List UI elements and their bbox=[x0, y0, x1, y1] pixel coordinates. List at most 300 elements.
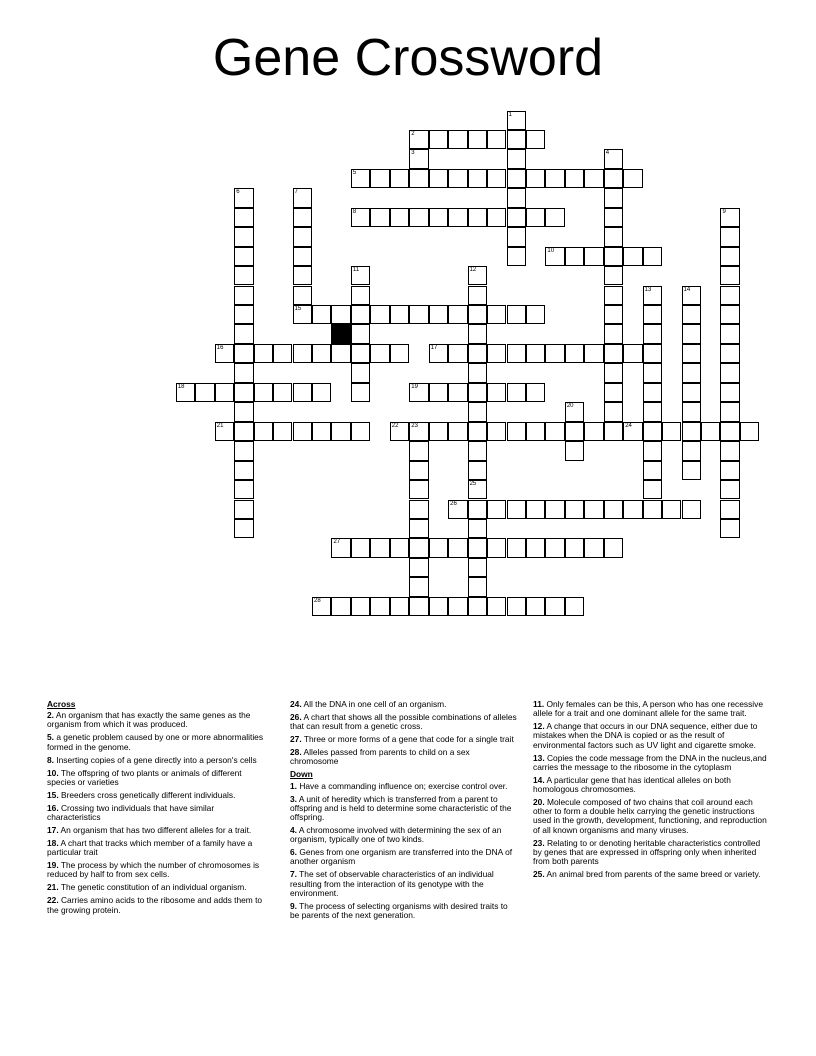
grid-cell[interactable] bbox=[682, 500, 701, 519]
grid-cell[interactable] bbox=[526, 169, 545, 188]
cell-number: 5 bbox=[352, 169, 357, 176]
grid-cell[interactable] bbox=[720, 208, 739, 227]
grid-cell[interactable] bbox=[720, 500, 739, 519]
grid-cell[interactable] bbox=[584, 500, 603, 519]
grid-cell[interactable] bbox=[429, 538, 448, 557]
grid-cell[interactable] bbox=[643, 383, 662, 402]
grid-cell[interactable] bbox=[468, 208, 487, 227]
grid-cell[interactable] bbox=[584, 247, 603, 266]
grid-cell[interactable] bbox=[390, 538, 409, 557]
grid-cell[interactable] bbox=[643, 363, 662, 382]
grid-cell[interactable] bbox=[507, 188, 526, 207]
grid-cell[interactable] bbox=[429, 208, 448, 227]
grid-cell[interactable] bbox=[507, 227, 526, 246]
grid-cell[interactable] bbox=[604, 305, 623, 324]
grid-cell[interactable] bbox=[390, 169, 409, 188]
grid-cell[interactable] bbox=[234, 286, 253, 305]
grid-cell[interactable] bbox=[409, 383, 428, 402]
grid-cell[interactable] bbox=[293, 266, 312, 285]
grid-cell[interactable] bbox=[409, 130, 428, 149]
grid-cell[interactable] bbox=[429, 597, 448, 616]
clue-across-28: 28. Alleles passed from parents to child on a sex chromosome bbox=[290, 747, 470, 767]
grid-cell[interactable] bbox=[293, 422, 312, 441]
grid-cell[interactable] bbox=[468, 480, 487, 499]
grid-cell[interactable] bbox=[468, 461, 487, 480]
grid-cell[interactable] bbox=[468, 441, 487, 460]
grid-cell[interactable] bbox=[468, 577, 487, 596]
grid-cell[interactable] bbox=[487, 383, 506, 402]
grid-cell[interactable] bbox=[273, 344, 292, 363]
grid-cell[interactable] bbox=[545, 247, 564, 266]
grid-cell[interactable] bbox=[448, 383, 467, 402]
grid-cell[interactable] bbox=[604, 169, 623, 188]
grid-cell[interactable] bbox=[662, 500, 681, 519]
cell-number: 18 bbox=[177, 383, 185, 390]
grid-cell[interactable] bbox=[720, 286, 739, 305]
grid-cell[interactable] bbox=[273, 422, 292, 441]
grid-cell[interactable] bbox=[448, 597, 467, 616]
grid-cell[interactable] bbox=[468, 597, 487, 616]
grid-cell[interactable] bbox=[507, 344, 526, 363]
grid-cell[interactable] bbox=[526, 500, 545, 519]
grid-cell[interactable] bbox=[351, 169, 370, 188]
grid-cell[interactable] bbox=[604, 363, 623, 382]
grid-cell[interactable] bbox=[448, 305, 467, 324]
clue-down-9: 9. The process of selecting organisms with desired traits to be parents of the next generation. bbox=[290, 900, 508, 921]
grid-cell[interactable] bbox=[409, 558, 428, 577]
grid-cell[interactable] bbox=[584, 344, 603, 363]
grid-cell[interactable] bbox=[604, 500, 623, 519]
grid-cell[interactable] bbox=[623, 247, 642, 266]
grid-cell[interactable] bbox=[234, 402, 253, 421]
grid-cell[interactable] bbox=[273, 383, 292, 402]
grid-cell[interactable] bbox=[604, 324, 623, 343]
grid-cell[interactable] bbox=[468, 538, 487, 557]
grid-cell[interactable] bbox=[565, 500, 584, 519]
grid-cell[interactable] bbox=[468, 169, 487, 188]
grid-cell[interactable] bbox=[234, 383, 253, 402]
grid-cell[interactable] bbox=[370, 597, 389, 616]
grid-cell[interactable] bbox=[234, 227, 253, 246]
grid-cell[interactable] bbox=[507, 422, 526, 441]
grid-cell[interactable] bbox=[234, 422, 253, 441]
grid-cell[interactable] bbox=[448, 169, 467, 188]
grid-cell[interactable] bbox=[312, 383, 331, 402]
grid-cell[interactable] bbox=[526, 597, 545, 616]
grid-cell[interactable] bbox=[720, 441, 739, 460]
grid-cell[interactable] bbox=[429, 383, 448, 402]
grid-cell[interactable] bbox=[370, 169, 389, 188]
grid-cell[interactable] bbox=[234, 519, 253, 538]
grid-cell[interactable] bbox=[487, 500, 506, 519]
grid-cell[interactable] bbox=[604, 286, 623, 305]
cell-number: 19 bbox=[411, 383, 418, 390]
grid-cell[interactable] bbox=[351, 538, 370, 557]
grid-cell[interactable] bbox=[662, 422, 681, 441]
grid-cell[interactable] bbox=[390, 305, 409, 324]
grid-cell[interactable] bbox=[409, 597, 428, 616]
grid-cell[interactable] bbox=[351, 286, 370, 305]
grid-cell[interactable] bbox=[720, 305, 739, 324]
grid-cell[interactable] bbox=[409, 422, 428, 441]
grid-cell[interactable] bbox=[507, 208, 526, 227]
grid-cell[interactable] bbox=[215, 422, 234, 441]
grid-cell[interactable] bbox=[526, 208, 545, 227]
clue-across-16: 16. Crossing two individuals that have similar characteristics bbox=[47, 802, 215, 823]
grid-cell[interactable] bbox=[195, 383, 214, 402]
black-cell bbox=[331, 324, 350, 343]
grid-cell[interactable] bbox=[234, 247, 253, 266]
clue-across-18: 18. A chart that tracks which member of a family have a particular trait bbox=[47, 838, 253, 858]
grid-cell[interactable] bbox=[604, 344, 623, 363]
grid-cell[interactable] bbox=[468, 422, 487, 441]
cell-number: 4 bbox=[605, 150, 610, 157]
grid-cell[interactable] bbox=[429, 422, 448, 441]
grid-cell[interactable] bbox=[390, 597, 409, 616]
grid-cell[interactable] bbox=[565, 597, 584, 616]
grid-cell[interactable] bbox=[643, 461, 662, 480]
grid-cell[interactable] bbox=[234, 500, 253, 519]
grid-cell[interactable] bbox=[468, 500, 487, 519]
clue-across-15: 15. Breeders cross genetically different individuals. bbox=[47, 789, 236, 800]
grid-cell[interactable] bbox=[584, 422, 603, 441]
grid-cell[interactable] bbox=[565, 344, 584, 363]
grid-cell[interactable] bbox=[682, 286, 701, 305]
grid-cell[interactable] bbox=[312, 422, 331, 441]
grid-cell[interactable] bbox=[409, 519, 428, 538]
grid-cell[interactable] bbox=[623, 500, 642, 519]
clue-across-21: 21. The genetic constitution of an individual organism. bbox=[47, 882, 247, 893]
grid-cell[interactable] bbox=[390, 344, 409, 363]
grid-cell[interactable] bbox=[604, 227, 623, 246]
grid-cell[interactable] bbox=[370, 305, 389, 324]
grid-cell[interactable] bbox=[429, 169, 448, 188]
cell-number: 11 bbox=[352, 267, 360, 274]
cell-number: 10 bbox=[547, 247, 555, 254]
grid-cell[interactable] bbox=[215, 383, 234, 402]
grid-cell[interactable] bbox=[351, 597, 370, 616]
grid-cell[interactable] bbox=[331, 597, 350, 616]
grid-cell[interactable] bbox=[351, 363, 370, 382]
clue-across-22: 22. Carries amino acids to the ribosome and adds them to the growing protein. bbox=[47, 895, 263, 915]
grid-cell[interactable] bbox=[293, 188, 312, 207]
grid-cell[interactable] bbox=[429, 344, 448, 363]
cell-number: 20 bbox=[566, 403, 574, 410]
grid-cell[interactable] bbox=[176, 383, 195, 402]
grid-cell[interactable] bbox=[720, 480, 739, 499]
grid-cell[interactable] bbox=[234, 305, 253, 324]
grid-cell[interactable] bbox=[643, 422, 662, 441]
grid-cell[interactable] bbox=[720, 363, 739, 382]
grid-cell[interactable] bbox=[409, 305, 428, 324]
grid-cell[interactable] bbox=[623, 422, 642, 441]
grid-cell[interactable] bbox=[234, 461, 253, 480]
grid-cell[interactable] bbox=[507, 149, 526, 168]
grid-cell[interactable] bbox=[682, 324, 701, 343]
grid-cell[interactable] bbox=[331, 538, 350, 557]
grid-cell[interactable] bbox=[507, 597, 526, 616]
grid-cell[interactable] bbox=[293, 208, 312, 227]
grid-cell[interactable] bbox=[468, 266, 487, 285]
grid-cell[interactable] bbox=[487, 538, 506, 557]
grid-cell[interactable] bbox=[507, 111, 526, 130]
grid-cell[interactable] bbox=[545, 169, 564, 188]
grid-cell[interactable] bbox=[720, 266, 739, 285]
grid-cell[interactable] bbox=[604, 538, 623, 557]
grid-cell[interactable] bbox=[604, 208, 623, 227]
grid-cell[interactable] bbox=[409, 500, 428, 519]
grid-cell[interactable] bbox=[682, 344, 701, 363]
grid-cell[interactable] bbox=[409, 149, 428, 168]
grid-cell[interactable] bbox=[468, 558, 487, 577]
grid-cell[interactable] bbox=[604, 149, 623, 168]
page-title: Gene Crossword bbox=[212, 29, 604, 87]
grid-cell[interactable] bbox=[351, 266, 370, 285]
grid-cell[interactable] bbox=[526, 344, 545, 363]
grid-cell[interactable] bbox=[351, 324, 370, 343]
clue-down-11: 11. Only females can be this, A person who has one recessive allele for a trait and one dominant allele for the same trait. bbox=[533, 699, 763, 719]
grid-cell[interactable] bbox=[604, 402, 623, 421]
grid-cell[interactable] bbox=[545, 344, 564, 363]
grid-cell[interactable] bbox=[351, 344, 370, 363]
grid-cell[interactable] bbox=[293, 247, 312, 266]
grid-cell[interactable] bbox=[682, 402, 701, 421]
grid-cell[interactable] bbox=[234, 480, 253, 499]
grid-cell[interactable] bbox=[682, 383, 701, 402]
down-heading: Down bbox=[290, 769, 313, 780]
grid-cell[interactable] bbox=[468, 130, 487, 149]
grid-cell[interactable] bbox=[254, 344, 273, 363]
grid-cell[interactable] bbox=[643, 324, 662, 343]
grid-cell[interactable] bbox=[390, 422, 409, 441]
grid-cell[interactable] bbox=[370, 538, 389, 557]
grid-cell[interactable] bbox=[351, 305, 370, 324]
grid-cell[interactable] bbox=[720, 402, 739, 421]
grid-cell[interactable] bbox=[487, 305, 506, 324]
grid-cell[interactable] bbox=[604, 422, 623, 441]
grid-cell[interactable] bbox=[234, 363, 253, 382]
clue-column-1 bbox=[47, 700, 269, 919]
grid-cell[interactable] bbox=[643, 286, 662, 305]
grid-cell[interactable] bbox=[545, 208, 564, 227]
clue-across-27: 27. Three or more forms of a gene that code for a single trait bbox=[290, 734, 514, 745]
grid-cell[interactable] bbox=[254, 422, 273, 441]
grid-cell[interactable] bbox=[409, 480, 428, 499]
grid-cell[interactable] bbox=[409, 538, 428, 557]
cell-number: 22 bbox=[391, 422, 399, 429]
grid-cell[interactable] bbox=[468, 305, 487, 324]
clue-across-17: 17. An organism that has two different alleles for a trait. bbox=[47, 825, 252, 836]
cell-number: 12 bbox=[469, 267, 477, 274]
grid-cell[interactable] bbox=[254, 383, 273, 402]
grid-cell[interactable] bbox=[429, 130, 448, 149]
grid-cell[interactable] bbox=[507, 500, 526, 519]
grid-cell[interactable] bbox=[526, 130, 545, 149]
grid-cell[interactable] bbox=[682, 422, 701, 441]
grid-cell[interactable] bbox=[409, 169, 428, 188]
clue-down-23: 23. Relating to or denoting heritable characteristics controlled by genes that are expressed in offspring only when inherited from both parents bbox=[533, 837, 761, 867]
grid-cell[interactable] bbox=[331, 422, 350, 441]
grid-cell[interactable] bbox=[448, 344, 467, 363]
grid-cell[interactable] bbox=[234, 208, 253, 227]
grid-cell[interactable] bbox=[720, 383, 739, 402]
grid-cell[interactable] bbox=[468, 519, 487, 538]
grid-cell[interactable] bbox=[565, 169, 584, 188]
grid-cell[interactable] bbox=[429, 305, 448, 324]
grid-cell[interactable] bbox=[468, 324, 487, 343]
grid-cell[interactable] bbox=[643, 247, 662, 266]
grid-cell[interactable] bbox=[507, 130, 526, 149]
grid-cell[interactable] bbox=[448, 500, 467, 519]
grid-cell[interactable] bbox=[312, 597, 331, 616]
grid-cell[interactable] bbox=[215, 344, 234, 363]
grid-cell[interactable] bbox=[526, 305, 545, 324]
grid-cell[interactable] bbox=[720, 247, 739, 266]
grid-cell[interactable] bbox=[643, 441, 662, 460]
grid-cell[interactable] bbox=[487, 169, 506, 188]
grid-cell[interactable] bbox=[604, 188, 623, 207]
grid-cell[interactable] bbox=[234, 324, 253, 343]
grid-cell[interactable] bbox=[468, 286, 487, 305]
grid-cell[interactable] bbox=[468, 344, 487, 363]
grid-cell[interactable] bbox=[409, 577, 428, 596]
grid-cell[interactable] bbox=[604, 247, 623, 266]
grid-cell[interactable] bbox=[720, 461, 739, 480]
grid-cell[interactable] bbox=[448, 422, 467, 441]
cell-number: 6 bbox=[236, 189, 240, 196]
grid-cell[interactable] bbox=[312, 344, 331, 363]
grid-cell[interactable] bbox=[487, 344, 506, 363]
grid-cell[interactable] bbox=[312, 305, 331, 324]
grid-cell[interactable] bbox=[234, 188, 253, 207]
grid-cell[interactable] bbox=[468, 363, 487, 382]
grid-cell[interactable] bbox=[643, 305, 662, 324]
grid-cell[interactable] bbox=[720, 519, 739, 538]
grid-cell[interactable] bbox=[643, 402, 662, 421]
grid-cell[interactable] bbox=[643, 344, 662, 363]
cell-number: 1 bbox=[508, 111, 512, 118]
grid-cell[interactable] bbox=[720, 344, 739, 363]
grid-cell[interactable] bbox=[448, 130, 467, 149]
clue-across-24: 24. All the DNA in one cell of an organism. bbox=[290, 699, 447, 709]
grid-cell[interactable] bbox=[720, 422, 739, 441]
grid-cell[interactable] bbox=[293, 383, 312, 402]
grid-cell[interactable] bbox=[370, 208, 389, 227]
grid-cell[interactable] bbox=[487, 422, 506, 441]
grid-cell[interactable] bbox=[370, 344, 389, 363]
grid-cell[interactable] bbox=[507, 169, 526, 188]
grid-cell[interactable] bbox=[584, 169, 603, 188]
grid-cell[interactable] bbox=[507, 305, 526, 324]
grid-cell[interactable] bbox=[293, 305, 312, 324]
cell-number: 8 bbox=[352, 208, 357, 215]
cell-number: 26 bbox=[450, 500, 457, 507]
grid-cell[interactable] bbox=[390, 208, 409, 227]
grid-cell[interactable] bbox=[623, 344, 642, 363]
grid-cell[interactable] bbox=[351, 383, 370, 402]
grid-cell[interactable] bbox=[720, 324, 739, 343]
grid-cell[interactable] bbox=[526, 383, 545, 402]
grid-cell[interactable] bbox=[740, 422, 759, 441]
clue-down-3: 3. A unit of heredity which is transferred from a parent to offspring and is held to determine some characteristic of the offspring. bbox=[290, 793, 512, 823]
grid-cell[interactable] bbox=[293, 286, 312, 305]
clue-across-10: 10. The offspring of two plants or animals of different species or varieties bbox=[47, 767, 242, 787]
grid-cell[interactable] bbox=[448, 538, 467, 557]
grid-cell[interactable] bbox=[234, 441, 253, 460]
grid-cell[interactable] bbox=[565, 402, 584, 421]
grid-cell[interactable] bbox=[565, 441, 584, 460]
grid-cell[interactable] bbox=[487, 597, 506, 616]
grid-cell[interactable] bbox=[682, 441, 701, 460]
grid-cell[interactable] bbox=[604, 266, 623, 285]
grid-cell[interactable] bbox=[682, 461, 701, 480]
grid-cell[interactable] bbox=[331, 344, 350, 363]
grid-cell[interactable] bbox=[701, 422, 720, 441]
grid-cell[interactable] bbox=[468, 402, 487, 421]
grid-cell[interactable] bbox=[507, 538, 526, 557]
grid-cell[interactable] bbox=[682, 363, 701, 382]
clue-down-4: 4. A chromosome involved with determining the sex of an organism, typically one of two kinds. bbox=[290, 825, 502, 845]
grid-cell[interactable] bbox=[643, 480, 662, 499]
grid-cell[interactable] bbox=[643, 500, 662, 519]
cell-number: 25 bbox=[469, 481, 477, 488]
clue-across-8: 8. Inserting copies of a gene directly into a person's cells bbox=[47, 754, 257, 765]
cell-number: 3 bbox=[411, 150, 415, 157]
grid-cell[interactable] bbox=[331, 305, 350, 324]
grid-cell[interactable] bbox=[293, 344, 312, 363]
grid-cell[interactable] bbox=[545, 422, 564, 441]
grid-cell[interactable] bbox=[487, 208, 506, 227]
grid-cell[interactable] bbox=[409, 461, 428, 480]
grid-cell[interactable] bbox=[351, 422, 370, 441]
grid-cell[interactable] bbox=[565, 538, 584, 557]
clue-down-7: 7. The set of observable characteristics of an individual resulting from the interaction of its genotype with the environment. bbox=[290, 869, 494, 898]
grid-cell[interactable] bbox=[565, 422, 584, 441]
grid-cell[interactable] bbox=[468, 383, 487, 402]
grid-cell[interactable] bbox=[507, 247, 526, 266]
clue-down-14: 14. A particular gene that has identical alleles on both homologous chromosomes. bbox=[533, 774, 731, 795]
cell-number: 9 bbox=[722, 208, 726, 215]
grid-cell[interactable] bbox=[351, 208, 370, 227]
clue-down-25: 25. An animal bred from parents of the same breed or variety. bbox=[533, 869, 761, 880]
cell-number: 7 bbox=[294, 189, 298, 196]
grid-cell[interactable] bbox=[234, 266, 253, 285]
grid-cell[interactable] bbox=[409, 208, 428, 227]
grid-cell[interactable] bbox=[604, 383, 623, 402]
cell-number: 24 bbox=[625, 422, 632, 429]
grid-cell[interactable] bbox=[720, 227, 739, 246]
clue-column-2 bbox=[290, 700, 518, 924]
grid-cell[interactable] bbox=[487, 130, 506, 149]
grid-cell[interactable] bbox=[448, 208, 467, 227]
grid-cell[interactable] bbox=[507, 383, 526, 402]
cell-number: 23 bbox=[411, 422, 418, 429]
grid-cell[interactable] bbox=[526, 422, 545, 441]
grid-cell[interactable] bbox=[409, 441, 428, 460]
grid-cell[interactable] bbox=[623, 169, 642, 188]
grid-cell[interactable] bbox=[565, 247, 584, 266]
grid-cell[interactable] bbox=[545, 597, 564, 616]
grid-cell[interactable] bbox=[526, 538, 545, 557]
cell-number: 21 bbox=[216, 422, 224, 429]
grid-cell[interactable] bbox=[293, 227, 312, 246]
grid-cell[interactable] bbox=[545, 500, 564, 519]
grid-cell[interactable] bbox=[584, 538, 603, 557]
grid-cell[interactable] bbox=[682, 305, 701, 324]
grid-cell[interactable] bbox=[545, 538, 564, 557]
cell-number: 16 bbox=[216, 344, 224, 351]
grid-cell[interactable] bbox=[234, 344, 253, 363]
